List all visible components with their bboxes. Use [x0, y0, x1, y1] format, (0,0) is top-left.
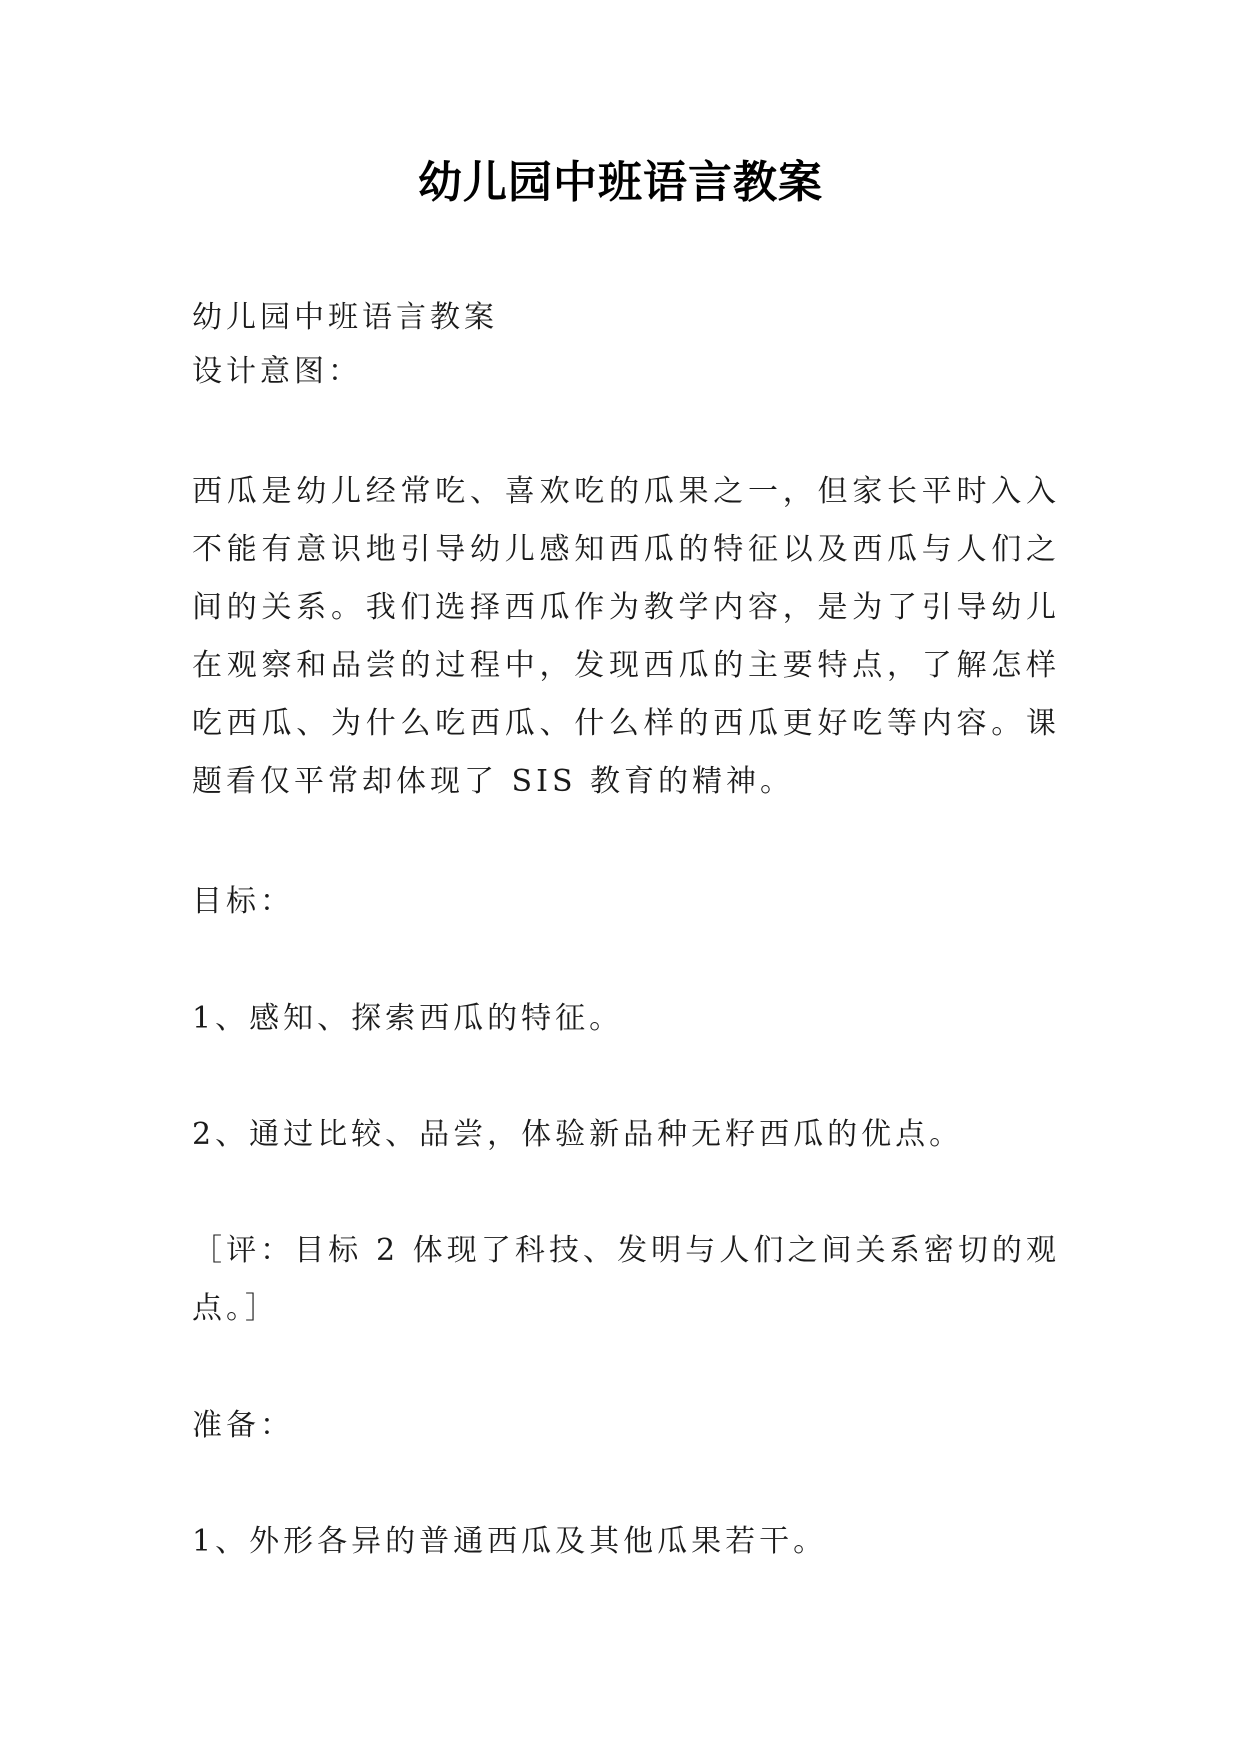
preparation-item-1: 1、外形各异的普通西瓜及其他瓜果若干。: [192, 1524, 828, 1559]
preparation-label: 准备：: [192, 1408, 294, 1443]
document-title: 幼儿园中班语言教案: [418, 157, 823, 208]
design-intent-paragraph: 西瓜是幼儿经常吃、喜欢吃的瓜果之一，但家长平时入入不能有意识地引导幼儿感知西瓜的特征以及西瓜与人们之间的关系。我们选择西瓜作为教学内容，是为了引导幼儿在观察和品尝的过程中，发现西瓜的主要特点，了解怎样吃西瓜、为什么吃西瓜、什么样的西瓜更好吃等内容。课题看仅平常却体现了 SIS 教育的精神。: [192, 474, 1060, 799]
goals-label: 目标：: [192, 884, 294, 919]
goal-item-1: 1、感知、探索西瓜的特征。: [192, 1001, 624, 1036]
design-intent-label: 设计意图：: [192, 354, 362, 389]
goal-item-2: 2、通过比较、品尝，体验新品种无籽西瓜的优点。: [192, 1117, 964, 1152]
document-subtitle: 幼儿园中班语言教案: [192, 300, 498, 335]
goal-comment: ［评：目标 2 体现了科技、发明与人们之间关系密切的观点。］: [192, 1233, 1060, 1326]
